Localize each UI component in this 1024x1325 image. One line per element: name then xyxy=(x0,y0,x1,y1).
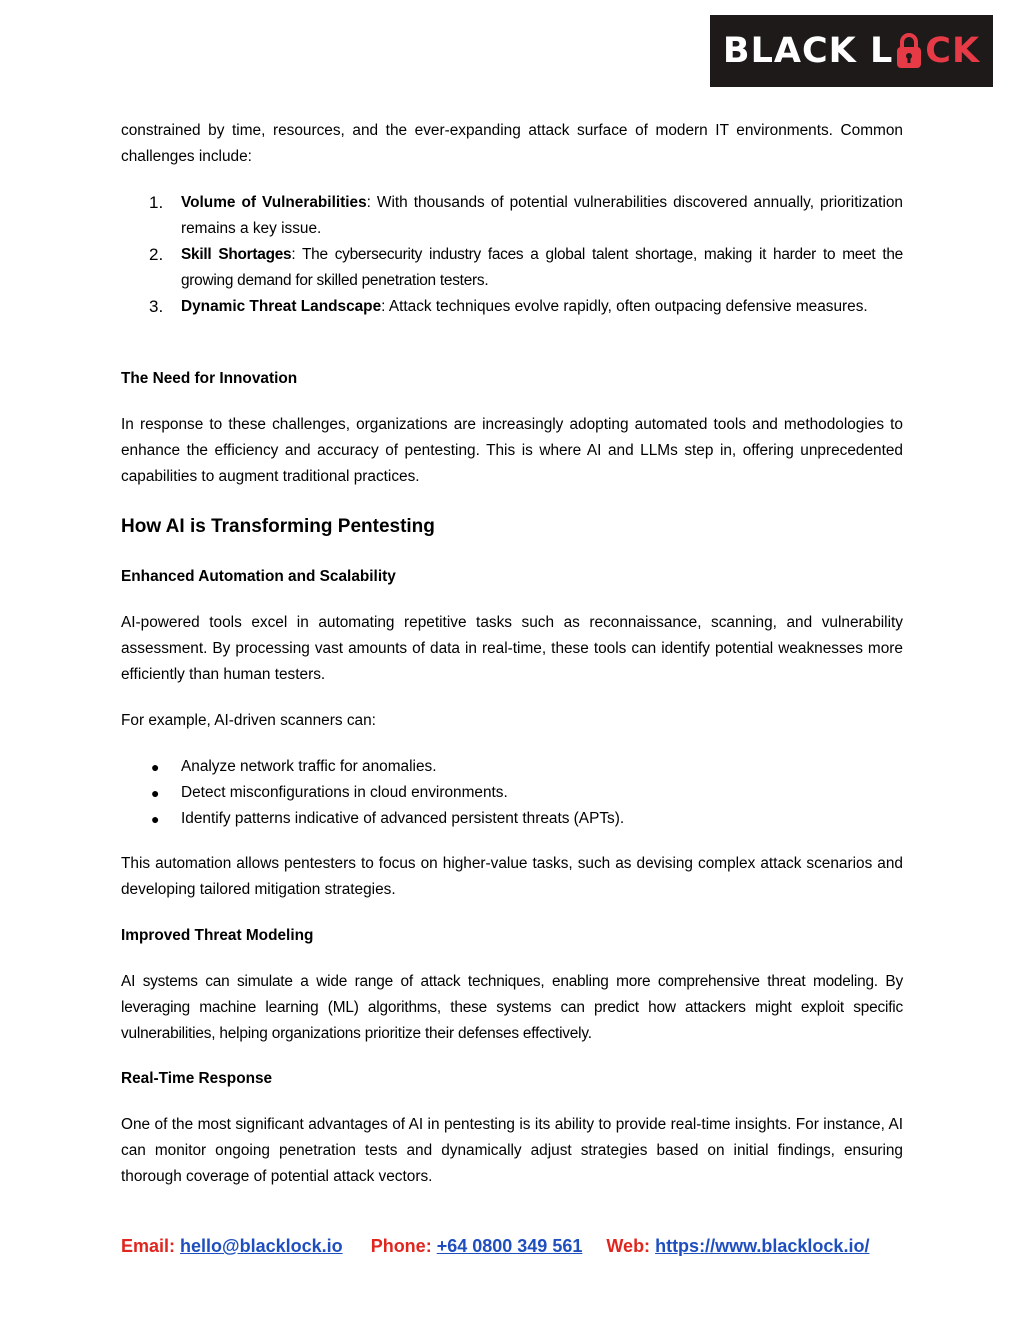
phone-link[interactable]: +64 0800 349 561 xyxy=(436,1236,583,1256)
example-intro: For example, AI-driven scanners can: xyxy=(121,712,376,729)
list-number: 2. xyxy=(149,245,164,264)
bullet-item-3 xyxy=(121,806,903,832)
bullet-text: Detect misconfigurations in cloud environments. xyxy=(181,784,508,801)
bullet-icon: ● xyxy=(151,759,160,775)
challenge-title: Skill Shortages xyxy=(181,246,292,263)
intro-paragraph: constrained by time, resources, and the ever-expanding attack surface of modern IT environments. Common challenges include: xyxy=(121,122,903,165)
email-link[interactable]: hello@blacklock.io xyxy=(180,1236,343,1256)
challenge-text: : With thousands of potential vulnerabilities discovered annually, prioritization remains a key issue. xyxy=(181,194,903,237)
heading-real-time-response: Real-Time Response xyxy=(121,1070,273,1087)
section-heading: How AI is Transforming Pentesting xyxy=(121,516,435,537)
real-time-paragraph: One of the most significant advantages of AI in pentesting is its ability to provide real-time insights. For instance, AI can monitor ongoing penetration tests and dynamically adjust strategies based on initial findings, ensuring thorough coverage of potential attack vectors. xyxy=(121,1116,903,1185)
automation-benefit-paragraph: This automation allows pentesters to focus on higher-value tasks, such as devising complex attack scenarios and developing tailored mitigation strategies. xyxy=(121,855,903,898)
challenge-text: : The cybersecurity industry faces a global talent shortage, making it harder to meet the growing demand for skilled penetration testers. xyxy=(181,246,903,289)
logo-text-left: BLACK L xyxy=(722,31,894,71)
blacklock-logo xyxy=(710,15,993,87)
bullet-text: Identify patterns indicative of advanced persistent threats (APTs). xyxy=(181,810,625,827)
web-label: Web: xyxy=(606,1236,651,1256)
bullet-icon: ● xyxy=(151,785,160,801)
bullet-text: Analyze network traffic for anomalies. xyxy=(181,758,437,775)
heading-enhanced-automation: Enhanced Automation and Scalability xyxy=(121,568,396,585)
lock-icon xyxy=(895,32,923,70)
challenge-text: : Attack techniques evolve rapidly, often outpacing defensive measures. xyxy=(381,298,868,315)
bullet-icon: ● xyxy=(151,811,160,827)
challenge-item-1 xyxy=(121,190,903,242)
web-link[interactable]: https://www.blacklock.io/ xyxy=(655,1236,870,1256)
list-number: 3. xyxy=(149,297,164,316)
list-number: 1. xyxy=(149,193,164,212)
heading-threat-modeling: Improved Threat Modeling xyxy=(121,927,314,944)
logo-text-right: K xyxy=(951,31,981,71)
bullet-item-1 xyxy=(121,754,903,780)
challenge-item-2 xyxy=(121,242,903,294)
contact-footer xyxy=(121,1236,869,1257)
phone-label: Phone: xyxy=(370,1236,432,1256)
bullet-item-2 xyxy=(121,780,903,806)
automation-paragraph: AI-powered tools excel in automating repetitive tasks such as reconnaissance, scanning, and vulnerability assessment. By processing vast amounts of data in real-time, these tools can identify potential weaknesses more efficiently than human testers. xyxy=(121,614,903,683)
challenge-title: Dynamic Threat Landscape xyxy=(181,298,382,315)
email-label: Email: xyxy=(121,1236,176,1256)
challenge-title: Volume of Vulnerabilities xyxy=(181,194,367,211)
challenge-item-3 xyxy=(121,294,903,320)
need-paragraph: In response to these challenges, organizations are increasingly adopting automated tools and methodologies to enhance the efficiency and accuracy of pentesting. This is where AI and LLMs step in, offering unprecedented capabilities to augment traditional practices. xyxy=(121,416,903,485)
threat-paragraph: AI systems can simulate a wide range of attack techniques, enabling more comprehensive threat modeling. By leveraging machine learning (ML) algorithms, these systems can predict how attackers might exploit specific vulnerabilities, helping organizations prioritize their defenses effectively. xyxy=(121,973,903,1042)
heading-need-for-innovation: The Need for Innovation xyxy=(121,370,298,387)
logo-mark: C xyxy=(925,31,952,71)
